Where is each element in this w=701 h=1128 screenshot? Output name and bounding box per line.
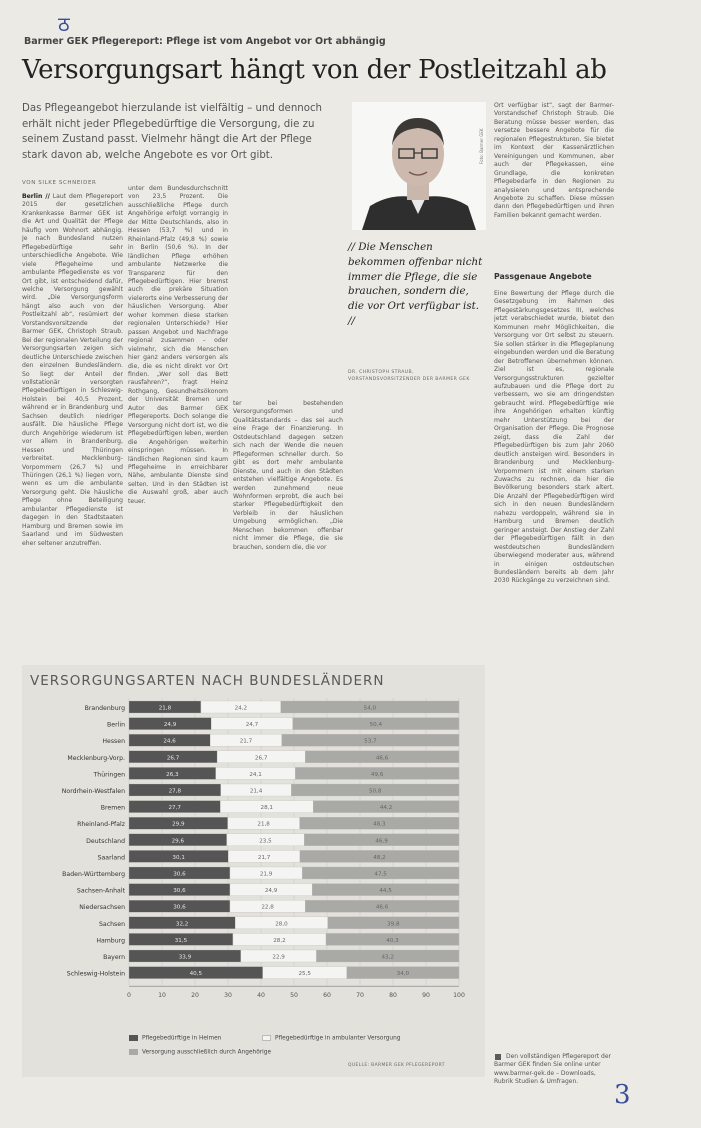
data-label: 27,7: [168, 805, 181, 812]
data-label: 28,1: [260, 805, 274, 812]
category-label: Deutschland: [86, 837, 125, 845]
data-label: 32,2: [175, 921, 189, 928]
category-label: Hessen: [102, 738, 125, 746]
data-label: 21,7: [257, 854, 271, 861]
article-column-2: [128, 185, 228, 655]
category-label: Bremen: [100, 804, 125, 812]
data-label: 39,8: [387, 921, 400, 928]
data-label: 30,1: [172, 854, 185, 861]
data-label: 30,6: [173, 904, 186, 911]
data-label: 26,3: [166, 771, 179, 778]
x-tick-label: 70: [356, 992, 364, 1000]
data-label: 48,3: [373, 821, 386, 828]
data-label: 24,9: [264, 888, 278, 895]
data-label: 44,2: [379, 805, 393, 812]
quote-source: DR. CHRISTOPH STRAUB, VORSTANDSVORSITZENDER DER BARMER GEK: [348, 370, 470, 382]
column-4b-text: Eine Bewertung der Pflege durch die Gesetzgebung im Rahmen des Pflegestärkungsgesetzes III, welches jetzt verabschiedet wurde, bietet den Kommunen mehr Möglichkeiten, die Versorgung vor Ort selbst zu steuern. Sie sollen stärker in die Pflegeplanung eingebunden werden und die Beratung der Betroffenen übernehmen können. Ziel ist es, regionale Versorgungsstrukturen gezielter aufzubauen und die Pflege dort zu verbessern, wo sie am dringendsten gebraucht wird. Pflegebedürftige wie ihre Angehörigen erhalten künftig mehr Unterstützung bei der Organisation der Pflege. Die Prognose zeigt, dass die Zahl der Pflegebedürftigen bis zum Jahr 2060 deutlich ansteigen wird. Besonders in Brandenburg und Mecklenburg-Vorpommern ist mit einem starken Zuwachs zu rechnen, da hier die Bevölkerung besonders stark altert. Die Anzahl der Pflegebedürftigen wird sich in den neuen Bundesländern nahezu verdoppeln, während sie in Hamburg und Bremen deutlich geringer ansteigt. Der Anstieg der Zahl der Pflegebedürftigen fällt in den westdeutschen Bundesländern überwiegend moderater aus, während in einigen ostdeutschen Bundesländern bereits ab dem Jahr 2030 Rückgänge zu verzeichnen sind.: [494, 290, 614, 585]
data-label: 43,2: [381, 954, 394, 961]
x-tick-label: 30: [224, 992, 232, 1000]
data-label: 29,9: [172, 821, 185, 828]
data-label: 30,6: [173, 871, 186, 878]
category-label: Rheinland-Pfalz: [77, 821, 125, 829]
x-tick-label: 10: [158, 992, 166, 1000]
legend-label-angehoerige: Versorgung ausschließlich durch Angehörige: [142, 1049, 272, 1056]
x-tick-label: 90: [422, 992, 430, 1000]
x-tick-label: 20: [191, 992, 199, 1000]
category-label: Baden-Württemberg: [62, 871, 125, 878]
legend-swatch-heime: [129, 1035, 138, 1041]
lead-paragraph: Das Pflegeangebot hierzulande ist vielfältig – und dennoch erhält nicht jeder Pflegebedürftige die Versorgung, die zu seinem Zustand passt. Vielmehr hängt die Art der Pflege stark davon ab, welche Angebote es vor Ort gibt.: [22, 103, 323, 161]
column-4-text: Ort verfügbar ist“, sagt der Barmer-Vorstandschef Christoph Straub. Die Beratung müsse besser werden, das versetze bessere Angebote für die regionalen Pflegestrukturen. Sie bietet im Kontext der Kassenärztlichen Vereinigungen und Kommunen, aber auch der Pflegekassen, eine Grundlage, die konkreten Pflegebedarfe in den Regionen zu analysieren und entsprechende Angebote zu schaffen. Diese müssen dann den Pflegebedürftigen und ihren Familien bekannt gemacht werden.: [494, 102, 614, 219]
data-label: 47,5: [374, 871, 387, 878]
portrait-photo: [352, 102, 486, 230]
data-label: 29,6: [171, 838, 185, 845]
data-label: 50,4: [369, 722, 383, 729]
page-number: 3: [614, 1080, 631, 1110]
x-tick-label: 80: [389, 992, 397, 1000]
column-1-text: Berlin // Laut dem Pflegereport 2015 der gesetzlichen Krankenkasse Barmer GEK ist die Art und Qualität der Pflege häufig vom Wohnort abhängig. Je nach Bundesland nutzen Pflegebedürftige sehr unterschiedliche Angebote. Wie viele Pflegeheime und ambulante Pflegedienste es vor Ort gibt, ist entscheidend dafür, welche Versorgung gewählt wird. „Die Versorgungsform hängt also auch von der Postleitzahl ab“, resümiert der Vorstandsvorsitzende der Barmer GEK, Christoph Straub. Bei der regionalen Verteilung der Versorgungsarten zeigen sich deutliche Unterschiede zwischen den einzelnen Bundesländern. So liegt der Anteil der vollstationär versorgten Pflegebedürftigen in Schleswig-Holstein bei 40,5 Prozent, während er in Brandenburg und Sachsen deutlich niedriger ausfällt. Die häusliche Pflege durch Angehörige wiederum ist vor allem in Brandenburg, Hessen und Thüringen verbreitet. Mecklenburg-Vorpommern (26,7 %) und Thüringen (26,1 %) liegen vorn, wenn es um die ambulante Versorgung geht. Die häusliche Pflege ohne Beteiligung ambulanter Pflegedienste ist dagegen in den Stadtstaaten Hamburg und Bremen sowie im Saarland und im Südwesten eher seltener anzutreffen.: [22, 193, 123, 547]
legend-swatch-ambulant: [262, 1035, 271, 1041]
portrait-illustration: [352, 102, 486, 230]
data-label: 26,7: [254, 755, 268, 762]
data-label: 30,6: [173, 888, 186, 895]
legend-label-heime: Pflegebedürftige in Heimen: [142, 1035, 222, 1042]
data-label: 31,5: [174, 937, 188, 944]
category-label: Schleswig-Holstein: [66, 970, 125, 978]
data-label: 24,9: [163, 722, 177, 729]
chart-source: QUELLE: BARMER GEK PFLEGEREPORT: [348, 1063, 445, 1068]
headline: Versorgungsart hängt von der Postleitzahl ab: [22, 55, 607, 85]
data-label: 23,5: [259, 838, 272, 845]
data-label: 22,9: [272, 954, 285, 961]
category-label: Brandenburg: [84, 705, 125, 712]
pull-quote: // Die Menschen bekommen offenbar nicht immer die Pflege, die sie brauchen, sondern die, die vor Ort verfügbar ist. //: [348, 241, 483, 327]
author-line: VON SILKE SCHNEIDER: [22, 180, 97, 186]
category-label: Nordrhein-Westfalen: [61, 788, 125, 795]
legend-item-ambulant: [262, 1035, 400, 1042]
chart-plot: [22, 665, 485, 1077]
data-label: 44,5: [379, 888, 392, 895]
data-label: 46,9: [375, 838, 388, 845]
chart-title: VERSORGUNGSARTEN NACH BUNDESLÄNDERN: [30, 673, 385, 689]
data-label: 53,7: [364, 738, 377, 745]
data-label: 50,8: [368, 788, 382, 795]
legend-item-angehoerige: [129, 1049, 271, 1056]
x-tick-label: 40: [257, 992, 265, 1000]
data-label: 48,2: [373, 854, 386, 861]
category-label: Sachsen-Anhalt: [76, 887, 125, 895]
data-label: 21,4: [249, 788, 263, 795]
data-label: 26,7: [166, 755, 180, 762]
data-label: 46,6: [375, 755, 389, 762]
data-label: 54,0: [363, 705, 377, 712]
data-label: 28,2: [273, 937, 286, 944]
kicker: Barmer GEK Pflegereport: Pflege ist vom Angebot vor Ort abhängig: [24, 36, 386, 47]
data-label: 46,6: [375, 904, 389, 911]
data-label: 27,8: [168, 788, 182, 795]
data-label: 21,7: [239, 738, 253, 745]
category-label: Hamburg: [96, 937, 125, 945]
subheading: Passgenaue Angebote: [494, 272, 592, 281]
x-tick-label: 60: [323, 992, 331, 1000]
photo-credit: Foto: Barmer GEK: [479, 128, 484, 164]
data-label: 33,9: [178, 954, 192, 961]
data-label: 34,0: [396, 971, 410, 978]
chart-versorgungsarten: [22, 665, 485, 1077]
category-label: Berlin: [107, 721, 125, 729]
article-column-3: [233, 400, 343, 655]
data-label: 21,8: [158, 705, 172, 712]
category-label: Niedersachsen: [79, 904, 125, 912]
article-column-1: [22, 193, 123, 655]
category-label: Thüringen: [93, 771, 125, 779]
legend-item-heime: [129, 1035, 221, 1042]
data-label: 24,7: [245, 722, 259, 729]
column-3-text: ter bei bestehenden Versorgungsformen und Qualitätsstandards – das sei auch eine Frage der Finanzierung. In Ostdeutschland dagegen setzen sich nach der Wende die neuen Pflegeformen schneller durch. So gibt es dort mehr ambulante Dienste, und auch in den Städten entstehen vielfältige Angebote. Es werden zunehmend neue Wohnformen erprobt, die auch bei starker Pflegebedürftigkeit den Verbleib in der häuslichen Umgebung ermöglichen. „Die Menschen bekommen offenbar nicht immer die Pflege, die sie brauchen, sondern die, die vor: [233, 400, 343, 551]
data-label: 21,8: [257, 821, 270, 828]
x-tick-label: 0: [127, 992, 131, 1000]
article-column-4: [494, 102, 614, 268]
data-label: 40,5: [189, 971, 203, 978]
x-tick-label: 100: [453, 992, 465, 1000]
x-tick-label: 50: [290, 992, 298, 1000]
data-label: 24,1: [249, 771, 262, 778]
column-2-text: unter dem Bundesdurchschnitt von 23,5 Prozent. Die ausschließliche Pflege durch Angehörige erfolgt vorrangig in der Mitte Deutschlands, also in Hessen (53,7 %) und in Rheinland-Pfalz (49,8 %) sowie in Berlin (50,6 %). In der ländlichen Pflege erhöhen ambulante Netzwerke die Transparenz für den Pflegebedürftigen. Hier bremst auch die prekäre Situation vielerorts eine Verbesserung der häuslichen Versorgung. Aber woher kommen diese starken regionalen Unterschiede? Hier passen Angebot und Nachfrage regional zusammen – oder vielmehr, sich die Menschen hier ganz anders versorgen als die, die es nicht direkt vor Ort finden. „Wer soll das Bett rausfahren?“, fragt Heinz Rothgang, Gesundheitsökonom der Universität Bremen und Autor des Barmer GEK Pflegereports. Doch solange die Versorgung nicht dort ist, wo die Pflegebedürftigen leben, werden die Angehörigen weiterhin einspringen müssen. In ländlichen Regionen sind kaum Pflegeheime in erreichbarer Nähe, ambulante Dienste sind selten. Und in den Städten ist die Auswahl groß, aber auch teuer.: [128, 185, 228, 505]
data-label: 24,2: [234, 705, 248, 712]
data-label: 24,6: [163, 738, 176, 745]
category-label: Sachsen: [99, 920, 125, 928]
article-column-4b: [494, 290, 614, 1045]
data-label: 25,5: [298, 971, 311, 978]
data-label: 28,0: [275, 921, 288, 928]
data-label: 21,9: [259, 871, 273, 878]
category-label: Mecklenburg-Vorp.: [67, 754, 125, 762]
data-label: 49,6: [370, 771, 384, 778]
category-label: Saarland: [97, 854, 125, 862]
handwritten-mark: ठ: [58, 12, 70, 36]
data-label: 22,8: [261, 904, 274, 911]
legend-swatch-angehoerige: [129, 1049, 138, 1055]
sidebar-note: Den vollständigen Pflegereport der Barmer GEK finden Sie online unter www.barmer-gek.de – Downloads, Rubrik Studien & Umfragen.: [494, 1053, 612, 1086]
data-label: 40,3: [386, 937, 399, 944]
category-label: Bayern: [103, 954, 125, 961]
legend-label-ambulant: Pflegebedürftige in ambulanter Versorgung: [275, 1035, 401, 1042]
